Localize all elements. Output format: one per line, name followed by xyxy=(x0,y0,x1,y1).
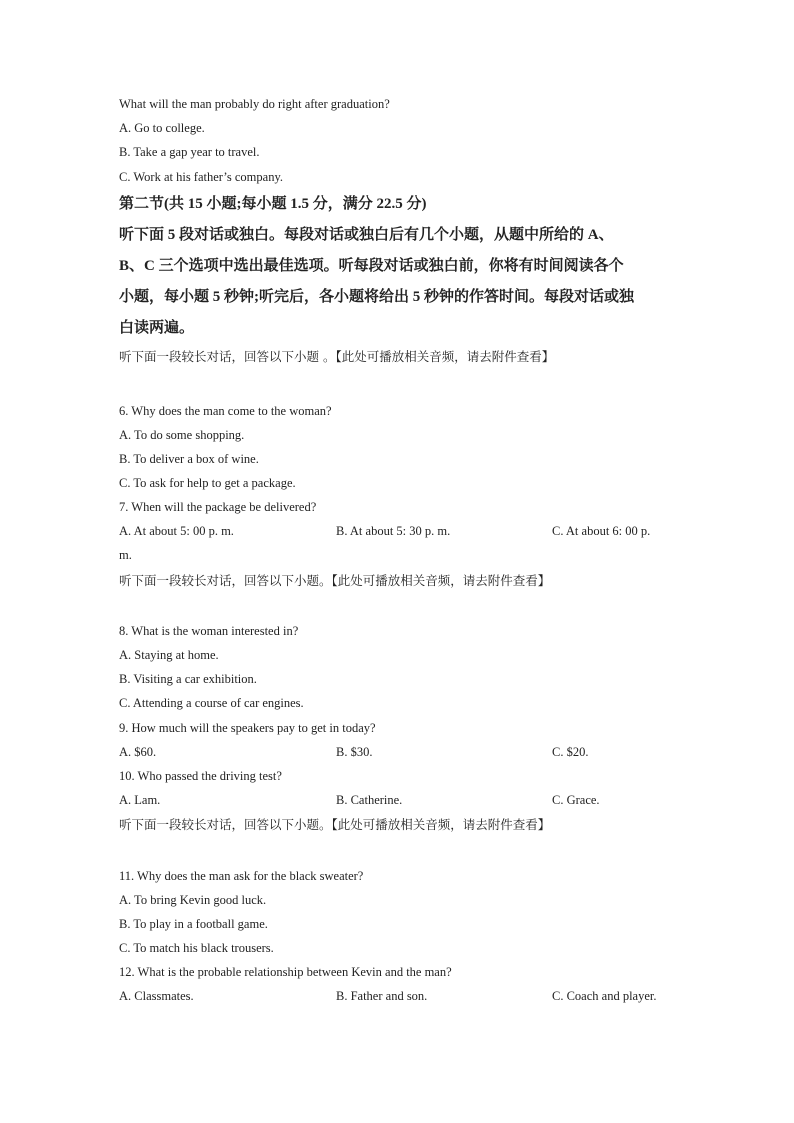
question-9-options xyxy=(119,744,679,760)
question-6-stem: 6. Why does the man come to the woman? xyxy=(119,404,332,418)
question-7-option-c: C. At about 6: 00 p. xyxy=(552,524,651,538)
question-11-option-a: A. To bring Kevin good luck. xyxy=(119,893,267,907)
section-title: 第二节(共 15 小题;每小题 1.5 分，满分 22.5 分) xyxy=(119,196,427,212)
question-prev-option-a: A. Go to college. xyxy=(119,121,205,135)
section-instructions-line-2: B、C 三个选项中选出最佳选项。听每段对话或独白前，你将有时间阅读各个 xyxy=(119,258,624,274)
question-12-option-b: B. Father and son. xyxy=(336,989,428,1003)
question-9-option-b: B. $30. xyxy=(336,745,373,759)
question-11-stem: 11. Why does the man ask for the black sweater? xyxy=(119,869,364,883)
section-instructions-line-3: 小题，每小题 5 秒钟;听完后，各小题将给出 5 秒钟的作答时间。每段对话或独 xyxy=(119,289,634,305)
question-12-stem: 12. What is the probable relationship between Kevin and the man? xyxy=(119,965,452,979)
question-prev-stem: What will the man probably do right after graduation? xyxy=(119,97,390,111)
question-prev-option-b: B. Take a gap year to travel. xyxy=(119,145,260,159)
question-10-option-c: C. Grace. xyxy=(552,793,600,807)
audio-note-3: 听下面一段较长对话，回答以下小题。【此处可播放相关音频，请去附件查看】 xyxy=(119,817,551,832)
question-10-option-a: A. Lam. xyxy=(119,793,161,807)
question-8-option-a: A. Staying at home. xyxy=(119,648,219,662)
question-6-option-c: C. To ask for help to get a package. xyxy=(119,476,296,490)
question-7-option-b: B. At about 5: 30 p. m. xyxy=(336,524,451,538)
question-6-option-a: A. To do some shopping. xyxy=(119,428,245,442)
question-7-option-a: A. At about 5: 00 p. m. xyxy=(119,524,234,538)
question-8-option-b: B. Visiting a car exhibition. xyxy=(119,672,257,686)
question-8-stem: 8. What is the woman interested in? xyxy=(119,624,299,638)
question-prev-option-c: C. Work at his father’s company. xyxy=(119,170,284,184)
question-12-options xyxy=(119,988,679,1004)
question-9-option-a: A. $60. xyxy=(119,745,157,759)
question-10-options xyxy=(119,792,679,808)
question-7-option-c-continued: m. xyxy=(119,548,132,562)
question-12-option-a: A. Classmates. xyxy=(119,989,194,1003)
question-10-stem: 10. Who passed the driving test? xyxy=(119,769,282,783)
question-7-options xyxy=(119,523,679,539)
question-7-stem: 7. When will the package be delivered? xyxy=(119,500,317,514)
question-11-option-b: B. To play in a football game. xyxy=(119,917,268,931)
audio-note-2: 听下面一段较长对话，回答以下小题。【此处可播放相关音频，请去附件查看】 xyxy=(119,573,551,588)
question-6-option-b: B. To deliver a box of wine. xyxy=(119,452,259,466)
audio-note-1: 听下面一段较长对话，回答以下小题 。【此处可播放相关音频，请去附件查看】 xyxy=(119,349,555,364)
section-instructions-line-4: 白读两遍。 xyxy=(119,320,195,336)
question-8-option-c: C. Attending a course of car engines. xyxy=(119,696,304,710)
section-instructions-line-1: 听下面 5 段对话或独白。每段对话或独白后有几个小题，从题中所给的 A、 xyxy=(119,227,614,243)
question-9-stem: 9. How much will the speakers pay to get in today? xyxy=(119,721,376,735)
question-9-option-c: C. $20. xyxy=(552,745,589,759)
question-10-option-b: B. Catherine. xyxy=(336,793,403,807)
question-11-option-c: C. To match his black trousers. xyxy=(119,941,274,955)
question-12-option-c: C. Coach and player. xyxy=(552,989,657,1003)
